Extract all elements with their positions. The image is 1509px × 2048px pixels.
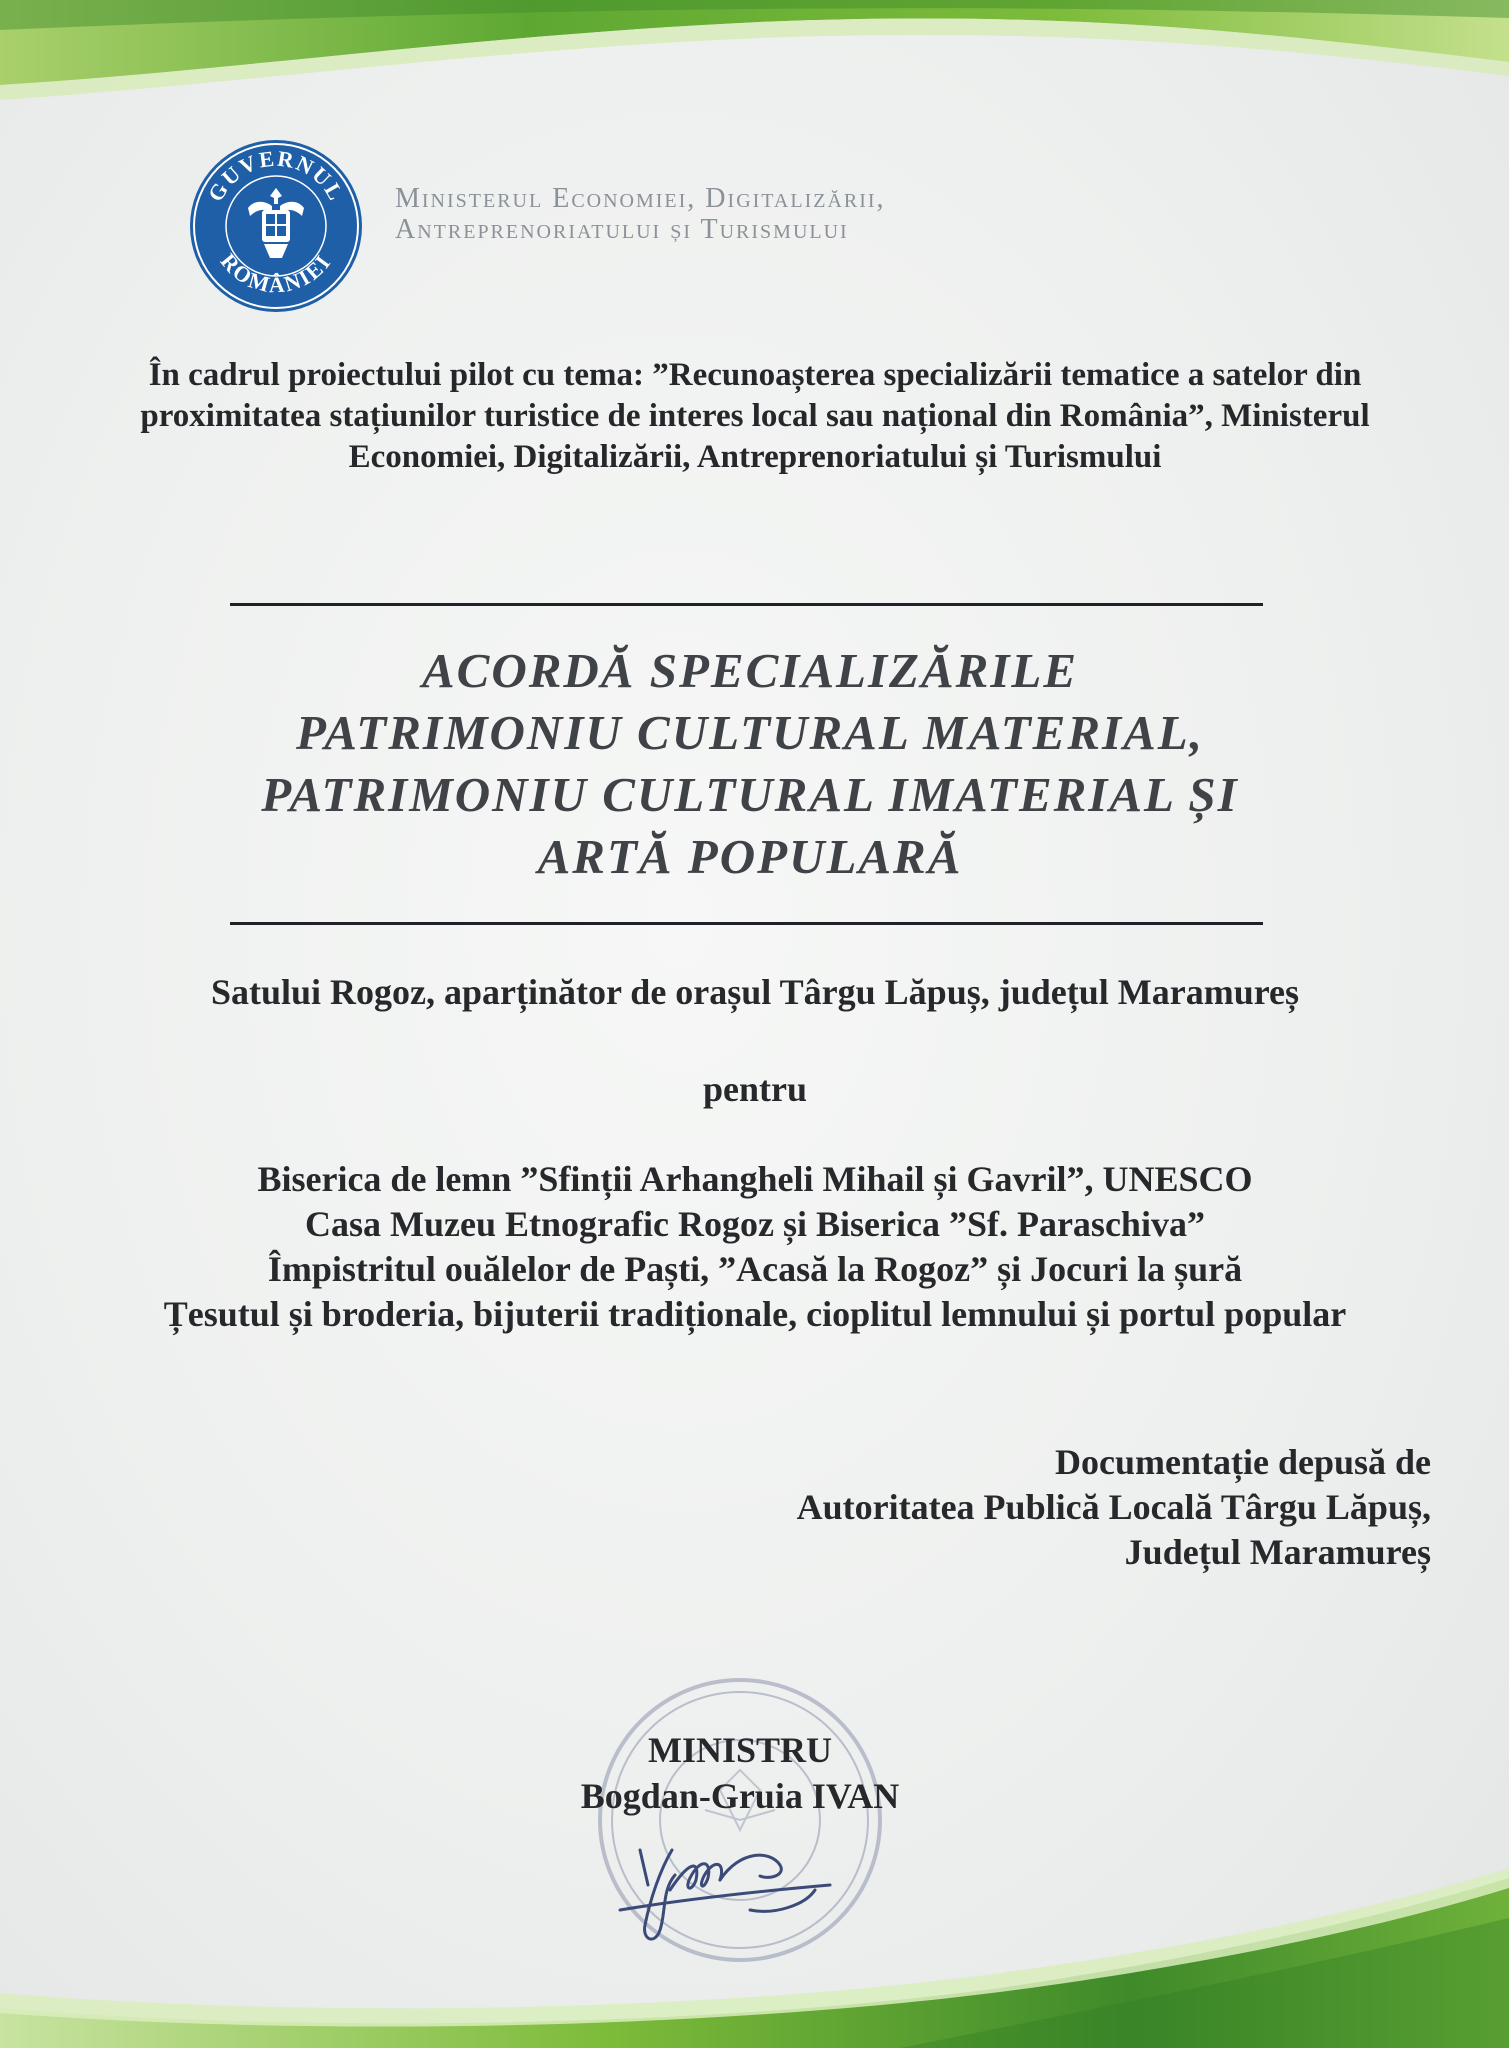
signatory-block xyxy=(500,1727,980,1819)
seal-bottom-text: ROMÂNIEI xyxy=(215,248,337,298)
specialization-item: Casa Muzeu Etnografic Rogoz și Biserica ”Sf. Paraschiva” xyxy=(305,1204,1205,1244)
specialization-item: Țesutul și broderia, bijuterii tradiționale, cioplitul lemnului și portul popular xyxy=(163,1294,1347,1334)
for-word: pentru xyxy=(702,1069,807,1109)
award-title-line: ACORDĂ SPECIALIZĂRILE xyxy=(421,643,1079,698)
specialization-item: Împistritul ouălelor de Paști, ”Acasă la Rogoz” și Jocuri la șură xyxy=(267,1249,1243,1289)
ministry-name xyxy=(395,183,1095,245)
intro-line: În cadrul proiectului pilot cu tema: ”Recunoașterea specializării tematice a satelor din xyxy=(148,357,1362,393)
award-title xyxy=(120,640,1380,888)
specializations-list xyxy=(40,1157,1470,1337)
top-green-wave-decoration xyxy=(0,0,1509,110)
submitted-by-line: Județul Maramureș xyxy=(1124,1532,1431,1572)
seal-top-text: GUVERNUL xyxy=(202,145,350,206)
intro-line: proximitatea stațiunilor turistice de interes local sau național din România”, Ministerul xyxy=(140,398,1370,434)
award-title-line: PATRIMONIU CULTURAL MATERIAL, xyxy=(296,705,1204,760)
ministry-name-line: Ministerul Economiei, Digitalizării, xyxy=(395,183,886,214)
recipient-line: Satului Rogoz, aparținător de orașul Târgu Lăpuș, județul Maramureș xyxy=(210,972,1300,1012)
intro-line: Economiei, Digitalizării, Antreprenoriatului și Turismului xyxy=(348,439,1162,475)
guvernul-romaniei-seal-icon xyxy=(188,138,364,314)
submitted-by-line: Autoritatea Publică Locală Târgu Lăpuș, xyxy=(796,1487,1431,1527)
intro-paragraph xyxy=(40,355,1470,478)
divider-top xyxy=(230,603,1263,606)
signatory-title: MINISTRU xyxy=(647,1730,833,1770)
handwritten-signature-icon xyxy=(600,1830,870,1960)
submitted-by-line: Documentație depusă de xyxy=(1055,1442,1431,1482)
signatory-name: Bogdan-Gruia IVAN xyxy=(580,1776,900,1816)
divider-bottom xyxy=(230,922,1263,925)
specialization-item: Biserica de lemn ”Sfinții Arhangheli Mihail și Gavril”, UNESCO xyxy=(257,1159,1253,1199)
submitted-by-block xyxy=(531,1440,1431,1575)
award-title-line: PATRIMONIU CULTURAL IMATERIAL ȘI xyxy=(261,767,1239,822)
ministry-name-line: Antreprenoriatului și Turismului xyxy=(395,214,849,245)
award-title-line: ARTĂ POPULARĂ xyxy=(537,829,963,884)
